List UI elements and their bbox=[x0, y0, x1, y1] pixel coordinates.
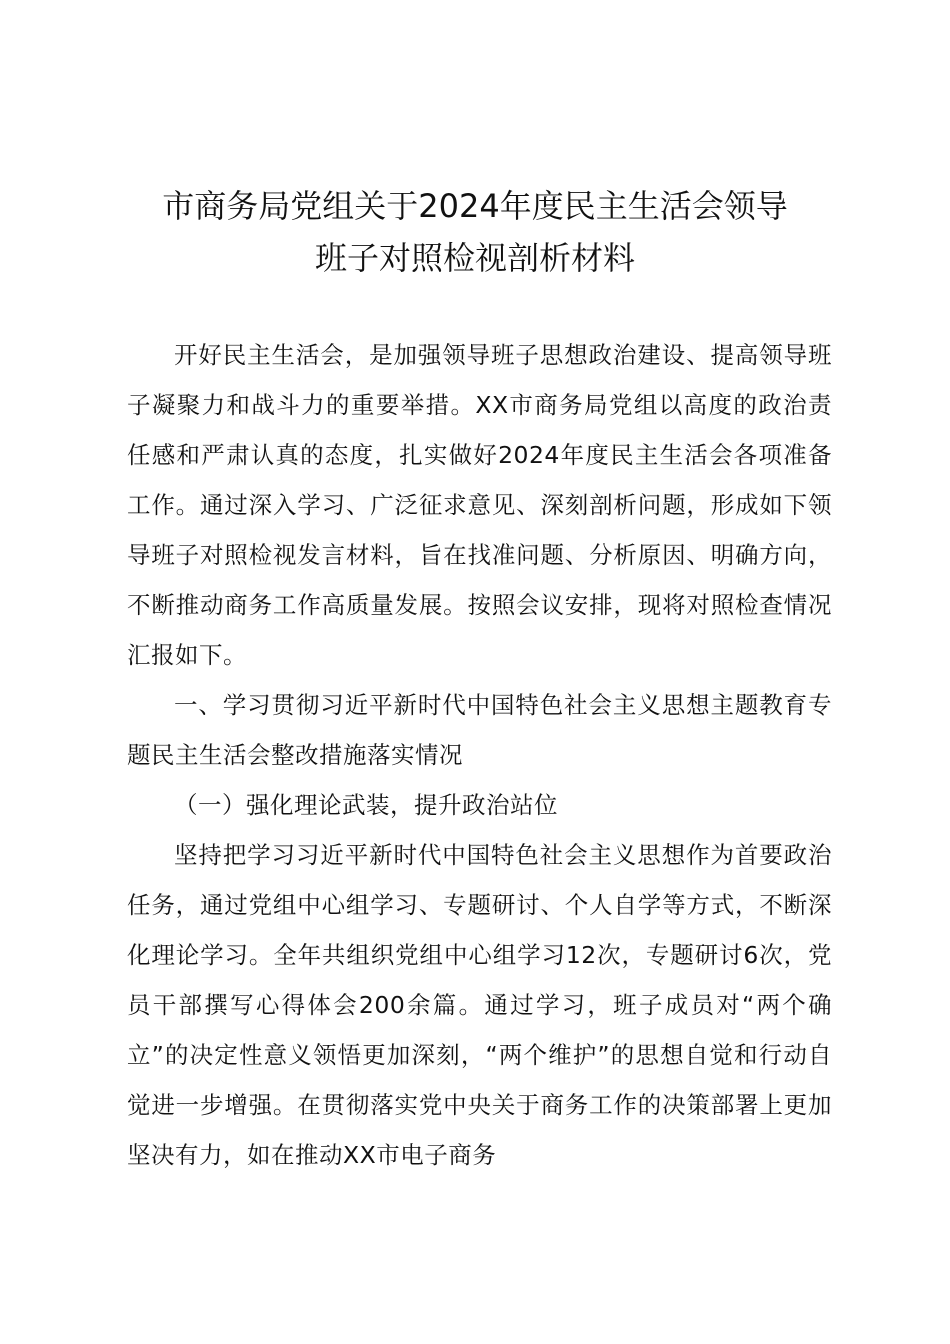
intro-paragraph: 开好民主生活会，是加强领导班子思想政治建设、提高领导班子凝聚力和战斗力的重要举措。XX市商务局党组以高度的政治责任感和严肃认真的态度，扎实做好2024年度民主生活会各项准备工作。通过深入学习、广泛征求意见、深刻剖析问题，形成如下领导班子对照检视发言材料，旨在找准问题、分析原因、明确方向，不断推动商务工作高质量发展。按照会议安排，现将对照检查情况汇报如下。 bbox=[127, 341, 832, 669]
title-line-2: 班子对照检视剖析材料 bbox=[314, 239, 635, 277]
title-line-1: 市商务局党组关于2024年度民主生活会领导 bbox=[162, 187, 788, 225]
body-paragraph: 坚持把学习习近平新时代中国特色社会主义思想作为首要政治任务，通过党组中心组学习、专题研讨、个人自学等方式，不断深化理论学习。全年共组织党组中心组学习12次，专题研讨6次，党员干部撰写心得体会200余篇。通过学习，班子成员对“两个确立”的决定性意义领悟更加深刻，“两个维护”的思想自觉和行动自觉进一步增强。在贯彻落实党中央关于商务工作的决策部署上更加坚决有力，如在推动XX市电子商务 bbox=[127, 841, 832, 1169]
document-body bbox=[127, 330, 832, 1180]
section-heading-1: 一、学习贯彻习近平新时代中国特色社会主义思想主题教育专题民主生活会整改措施落实情况 bbox=[127, 691, 832, 769]
document-title bbox=[100, 180, 850, 284]
subsection-heading-1: （一）强化理论武装，提升政治站位 bbox=[174, 791, 558, 819]
